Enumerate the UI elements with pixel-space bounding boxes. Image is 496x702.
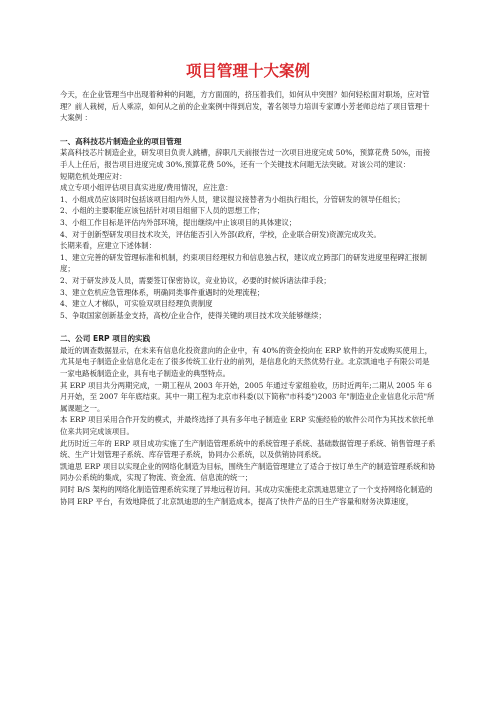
section-line: 3、小组工作目标是评估内外部环境，提出继续/中止该项目的具体建议； xyxy=(60,217,297,227)
section-2 xyxy=(60,333,436,507)
section-line: 4、对于创新型研发项目技术攻关，评估能否引入外部(政府，学校，企业联合研发)资源完成攻关。 xyxy=(60,229,381,239)
section-line: 此历时近三年的 ERP 项目成功实施了生产制造管理系统中的系统管理子系统、基础数据管理子系统、销售管理子系统、生产计划管理子系统、库存管理子系统，协同办公系统，以及供销协同系统。 xyxy=(60,438,436,460)
section-line: 5、争取国家创新基金支持，高校/企业合作，使得关键的项目技术攻关能够继续； xyxy=(60,310,326,320)
section-line: 2、小组的主要职能应该包括针对项目组留下人员的思想工作； xyxy=(60,206,265,216)
section-line: 短期危机处理应对： xyxy=(60,171,127,181)
section-line: 凯迪思 ERP 项目以实现企业的网络化制造为目标，围绕生产制造管理建立了适合于按订单生产的制造管理系统和协同办公系统的集成，实现了物流、资金流、信息流的统一； xyxy=(60,461,436,483)
section-heading: 二、公司 ERP 项目的实践 xyxy=(60,334,151,344)
section-line: 1、小组成员应该同时包括该项目组内外人员，建议提议接替者为小组执行组长，分管研发的领导任组长； xyxy=(60,194,405,204)
section-1 xyxy=(60,136,436,322)
section-line: 长期来看，应建立下述体制： xyxy=(60,241,157,251)
section-line: 1、建立完善的研发管理标准和机制，约束项目经理权力和信息独占权，建议成立跨部门的研发进度里程碑汇报制度； xyxy=(60,252,427,274)
section-line: 4、建立人才梯队，可实验双项目经理负责制度 xyxy=(60,299,213,309)
section-line: 本 ERP 项目采用合作开发的模式，并最终选择了具有多年电子制造业 ERP 实施经验的软件公司作为其技术依托单位来共同完成该项目。 xyxy=(60,415,434,437)
section-line: 2、对于研发涉及人员，需要签订保密协议，竞业协议，必要的时候诉诸法律手段； xyxy=(60,275,331,285)
section-line: 最近的调查数据显示，在未来有信息化投资意向的企业中，有 40%的资金投向在 ERP 软件的开发或购买使用上，尤其是电子制造企业信息化走在了很多传统工业行业的前列，是信息化的天然优势行业。北京凯迪电子有限公司是一家电路板制造企业，具有电子制造业的典型特点。 xyxy=(60,345,432,379)
document-title: 项目管理十大案例 xyxy=(185,62,310,80)
section-heading: 一、高科技芯片制造企业的项目管理 xyxy=(60,136,182,146)
section-line: 其 ERP 项目共分两期完成，一期工程从 2003 年开始，2005 年通过专家组验收，历时近两年;二期从 2005 年 6 月开始，至 2007 年年底结束。其中一期工程为北京市科委(以下简称"市科委")2003 年"制造业企业信息化示范"所属课题之一。 xyxy=(60,380,435,413)
section-line: 成立专项小组评估项目真实进度/费用情况，应注意： xyxy=(60,183,233,193)
section-line: 同时 B/S 架构的网络化制造管理系统实现了异地远程访问。其成功实施使北京凯迪思建立了一个支持网络化制造的协同 ERP 平台，有效地降低了北京凯迪思的生产制造成本，提高了快件产品的日生产容量和财务决算速度， xyxy=(60,485,433,506)
section-line: 某高科技芯片制造企业，研发项目负责人跳槽，辞职几天前报告过一次项目进度完成 50%，预算花费 50%，而接手人上任后，报告项目进度完成 30%,预算花费 50%，还有一个关键技术问题无法突破。对该公司的建议： xyxy=(60,148,431,169)
section-line: 3、建立危机应急管理体系，明确同类事件重遇时的处理流程； xyxy=(60,287,265,297)
intro-paragraph: 今天，在企业管理当中出现着种种的问题，方方面面的，挤压着我们，如何从中突围？如何轻松面对职场，应对管理？前人栽树，后人乘凉，如何从之前的企业案例中得到启发，著名领导力培训专家谭小芳老师总结了项目管理十大案例 ： xyxy=(60,90,430,123)
